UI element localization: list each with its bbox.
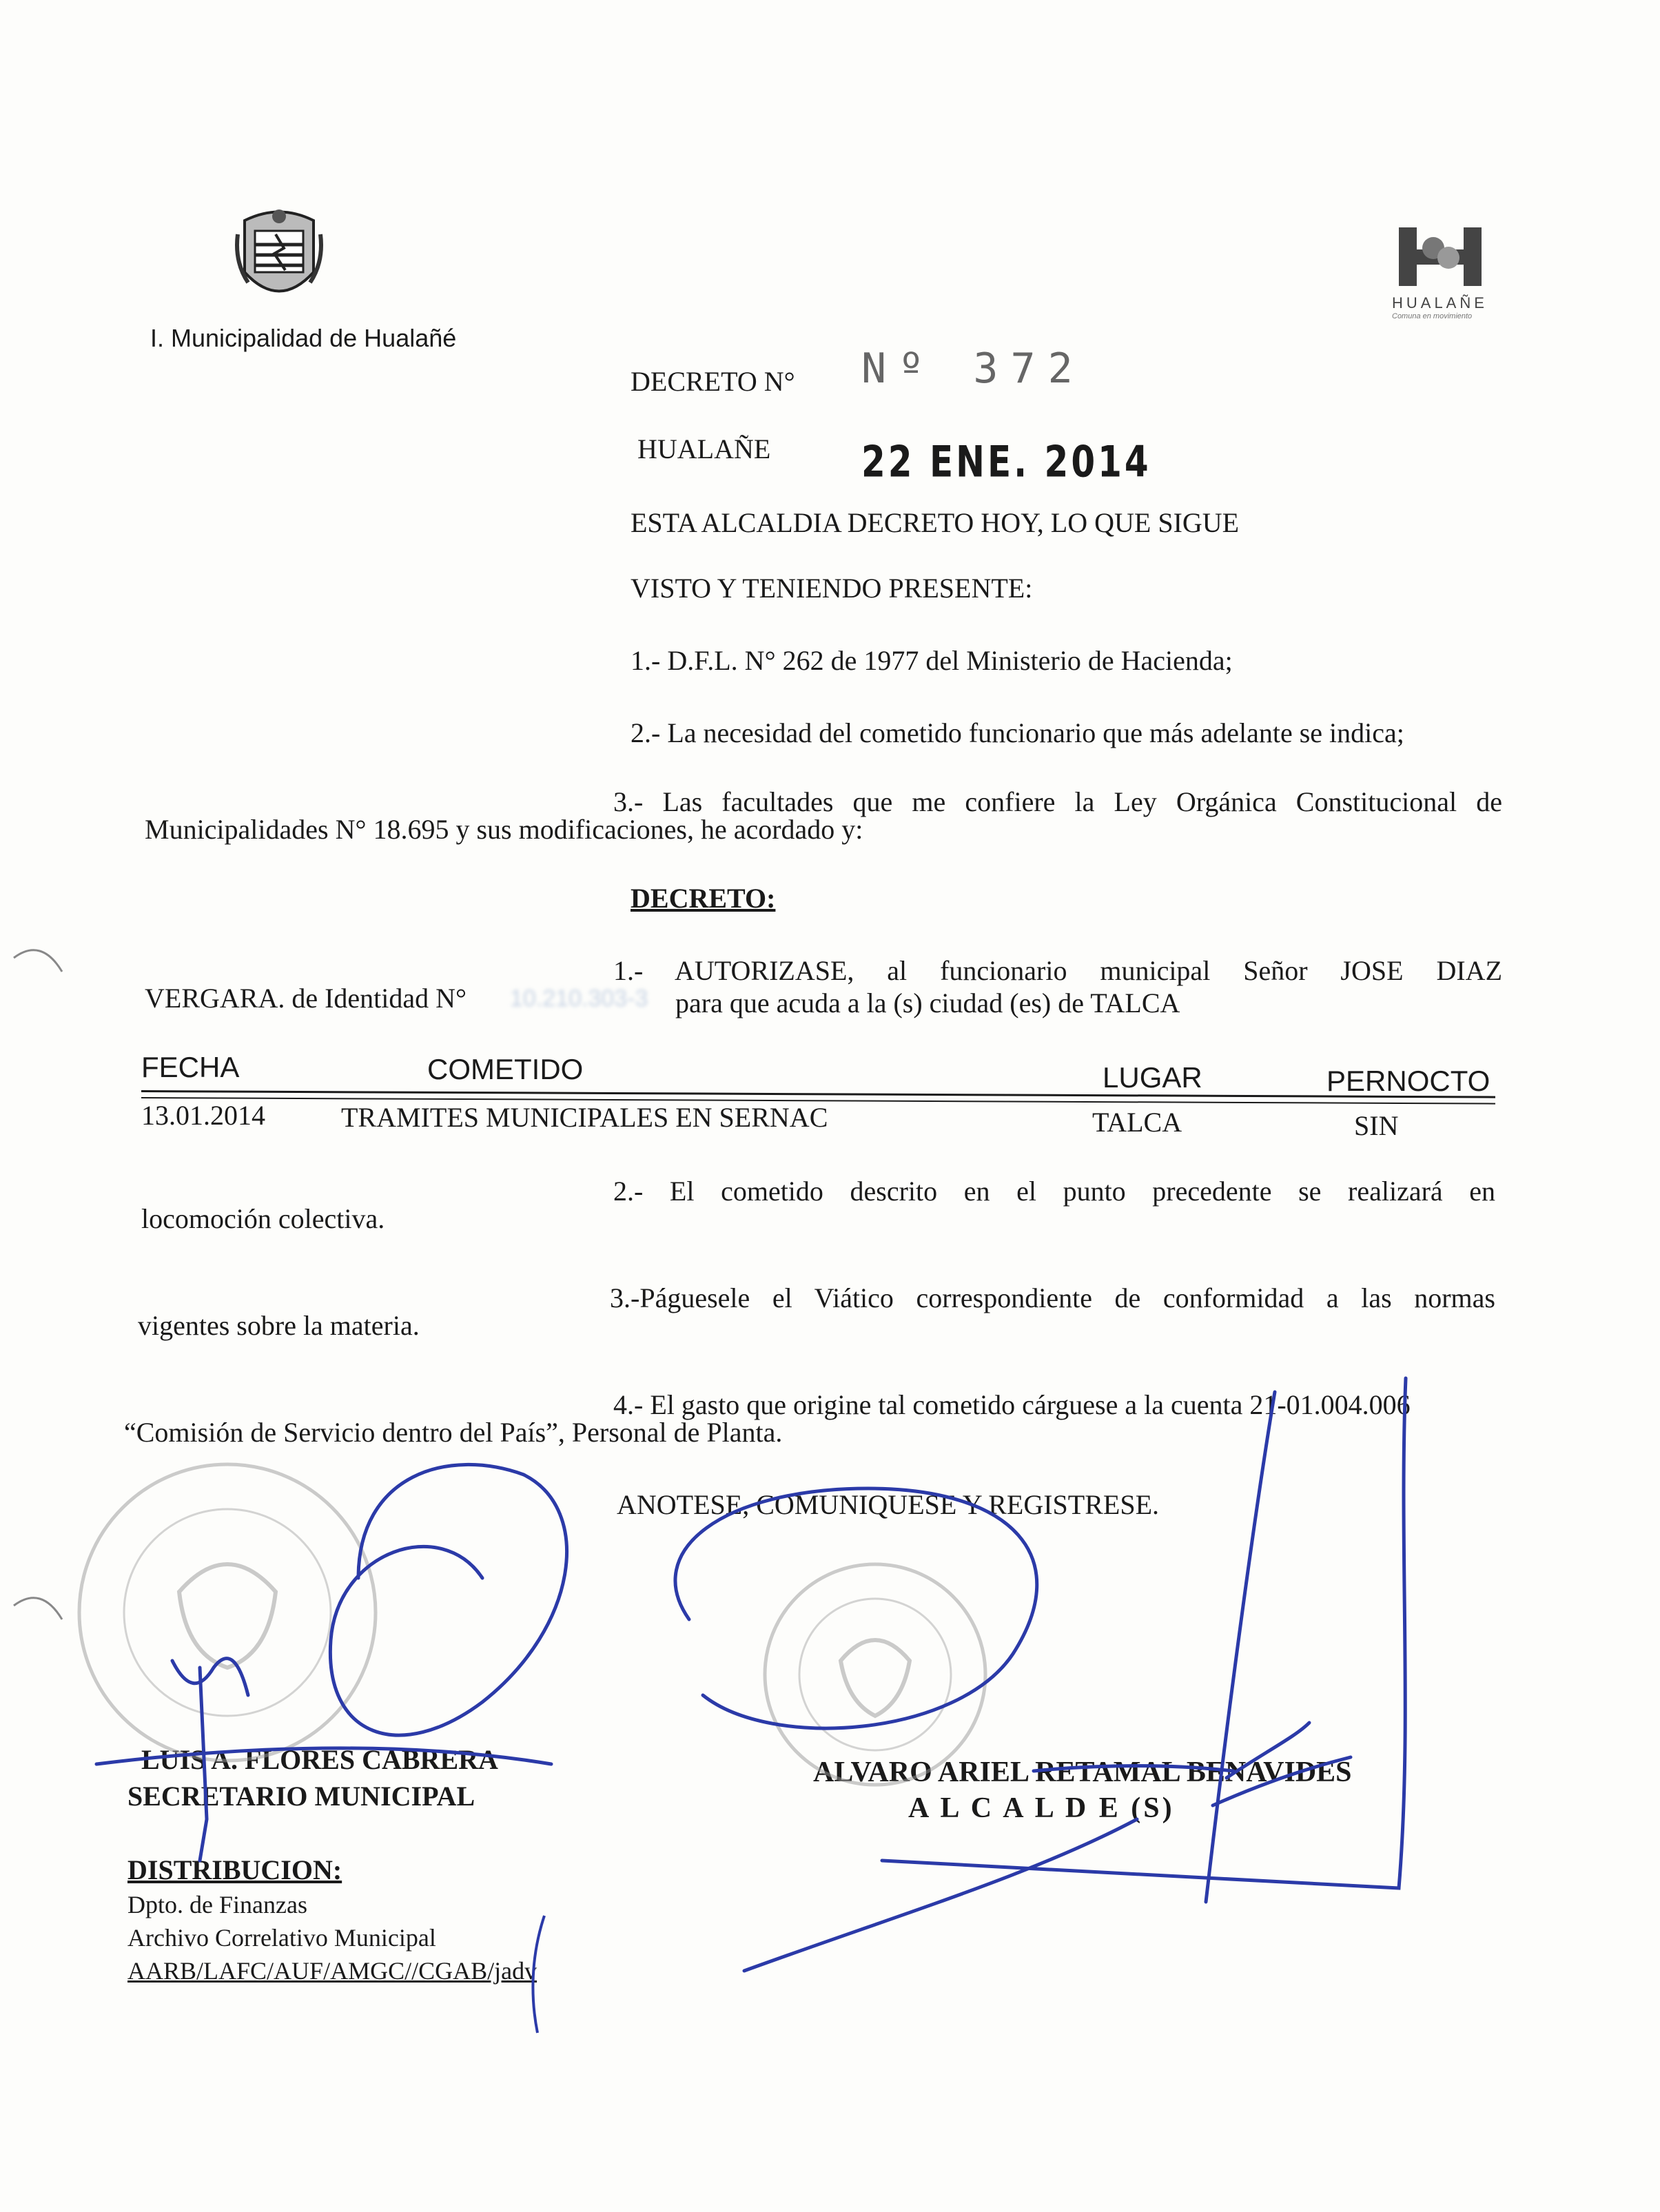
distribution-heading: DISTRIBUCION:	[127, 1854, 342, 1885]
distribution-initials: AARB/LAFC/AUF/AMGC//CGAB/jadv	[127, 1957, 537, 1985]
redacted-id-number: 10.210.303-3	[510, 985, 648, 1012]
distribution-item-archivo: Archivo Correlativo Municipal	[127, 1924, 436, 1952]
considerando-3-line2: Municipalidades N° 18.695 y sus modificaciones, he acordado y:	[145, 814, 863, 845]
org-name: I. Municipalidad de Hualañé	[150, 324, 457, 352]
mayor-stamp-icon	[765, 1564, 985, 1785]
municipal-crest-logo	[234, 207, 324, 310]
mayor-title: A L C A L D E (S)	[908, 1792, 1175, 1824]
hualane-logo	[1392, 227, 1509, 331]
distribution-item-finanzas: Dpto. de Finanzas	[127, 1891, 307, 1918]
table-header-pernocto: PERNOCTO	[1326, 1065, 1490, 1097]
secretary-stamp-icon	[79, 1464, 376, 1761]
article-2-line2: locomoción colectiva.	[141, 1203, 385, 1234]
article-4-line1: 4.- El gasto que origine tal cometido cárguese a la cuenta 21-01.004.006	[613, 1389, 1411, 1420]
mayor-name: ALVARO ARIEL RETAMAL BENAVIDES	[813, 1757, 1352, 1788]
table-header-lugar: LUGAR	[1103, 1061, 1202, 1094]
table-row-cometido: TRAMITES MUNICIPALES EN SERNAC	[341, 1102, 828, 1133]
secretary-name: LUIS A. FLORES CABRERA	[141, 1744, 498, 1775]
table-header-fecha: FECHA	[141, 1051, 240, 1083]
punch-hole-icon	[14, 950, 62, 972]
table-row-lugar: TALCA	[1092, 1107, 1182, 1138]
article-3-line1: 3.-Páguesele el Viático correspondiente de conformidad a las normas	[610, 1282, 1495, 1313]
considerando-3-line1: 3.- Las facultades que me confiere la Ley Orgánica Constitucional de	[613, 786, 1502, 817]
decree-date-stamp: 22 ENE. 2014	[861, 437, 1151, 487]
article-2-line1: 2.- El cometido descrito en el punto precedente se realizará en	[613, 1176, 1495, 1207]
secretary-title: SECRETARIO MUNICIPAL	[127, 1781, 475, 1812]
decree-intro: ESTA ALCALDIA DECRETO HOY, LO QUE SIGUE	[631, 507, 1240, 538]
article-3-line2: vigentes sobre la materia.	[138, 1310, 420, 1341]
article-1-line2a: VERGARA. de Identidad N°	[145, 983, 467, 1014]
logo-subtitle: Comuna en movimiento	[1392, 312, 1473, 320]
mayor-signature-icon	[675, 1378, 1406, 1971]
considerando-2: 2.- La necesidad del cometido funcionario que más adelante se indica;	[631, 717, 1404, 748]
considerando-1: 1.- D.F.L. N° 262 de 1977 del Ministerio de Hacienda;	[631, 645, 1233, 676]
punch-hole-icon-2	[14, 1598, 62, 1619]
logo-title: HUALAÑE	[1392, 294, 1488, 311]
article-1-line1: 1.- AUTORIZASE, al funcionario municipal Señor JOSE DIAZ	[613, 955, 1502, 986]
decree-number-stamp: Nº 372	[861, 345, 1085, 393]
article-1-line2b: para que acuda a la (s) ciudad (es) de TALCA	[675, 987, 1180, 1018]
table-header-rule	[141, 1090, 1495, 1098]
article-4-line2: “Comisión de Servicio dentro del País”, Personal de Planta.	[124, 1417, 783, 1448]
table-row-pernocto: SIN	[1354, 1110, 1399, 1141]
table-row-fecha: 13.01.2014	[141, 1100, 265, 1131]
closing-statement: ANOTESE, COMUNIQUESE Y REGISTRESE.	[617, 1489, 1160, 1520]
visto-heading: VISTO Y TENIENDO PRESENTE:	[631, 573, 1033, 604]
decree-place: HUALAÑE	[637, 433, 771, 464]
table-header-cometido: COMETIDO	[427, 1053, 584, 1085]
decreto-heading: DECRETO:	[631, 883, 776, 914]
decree-number-label: DECRETO N°	[631, 366, 795, 397]
